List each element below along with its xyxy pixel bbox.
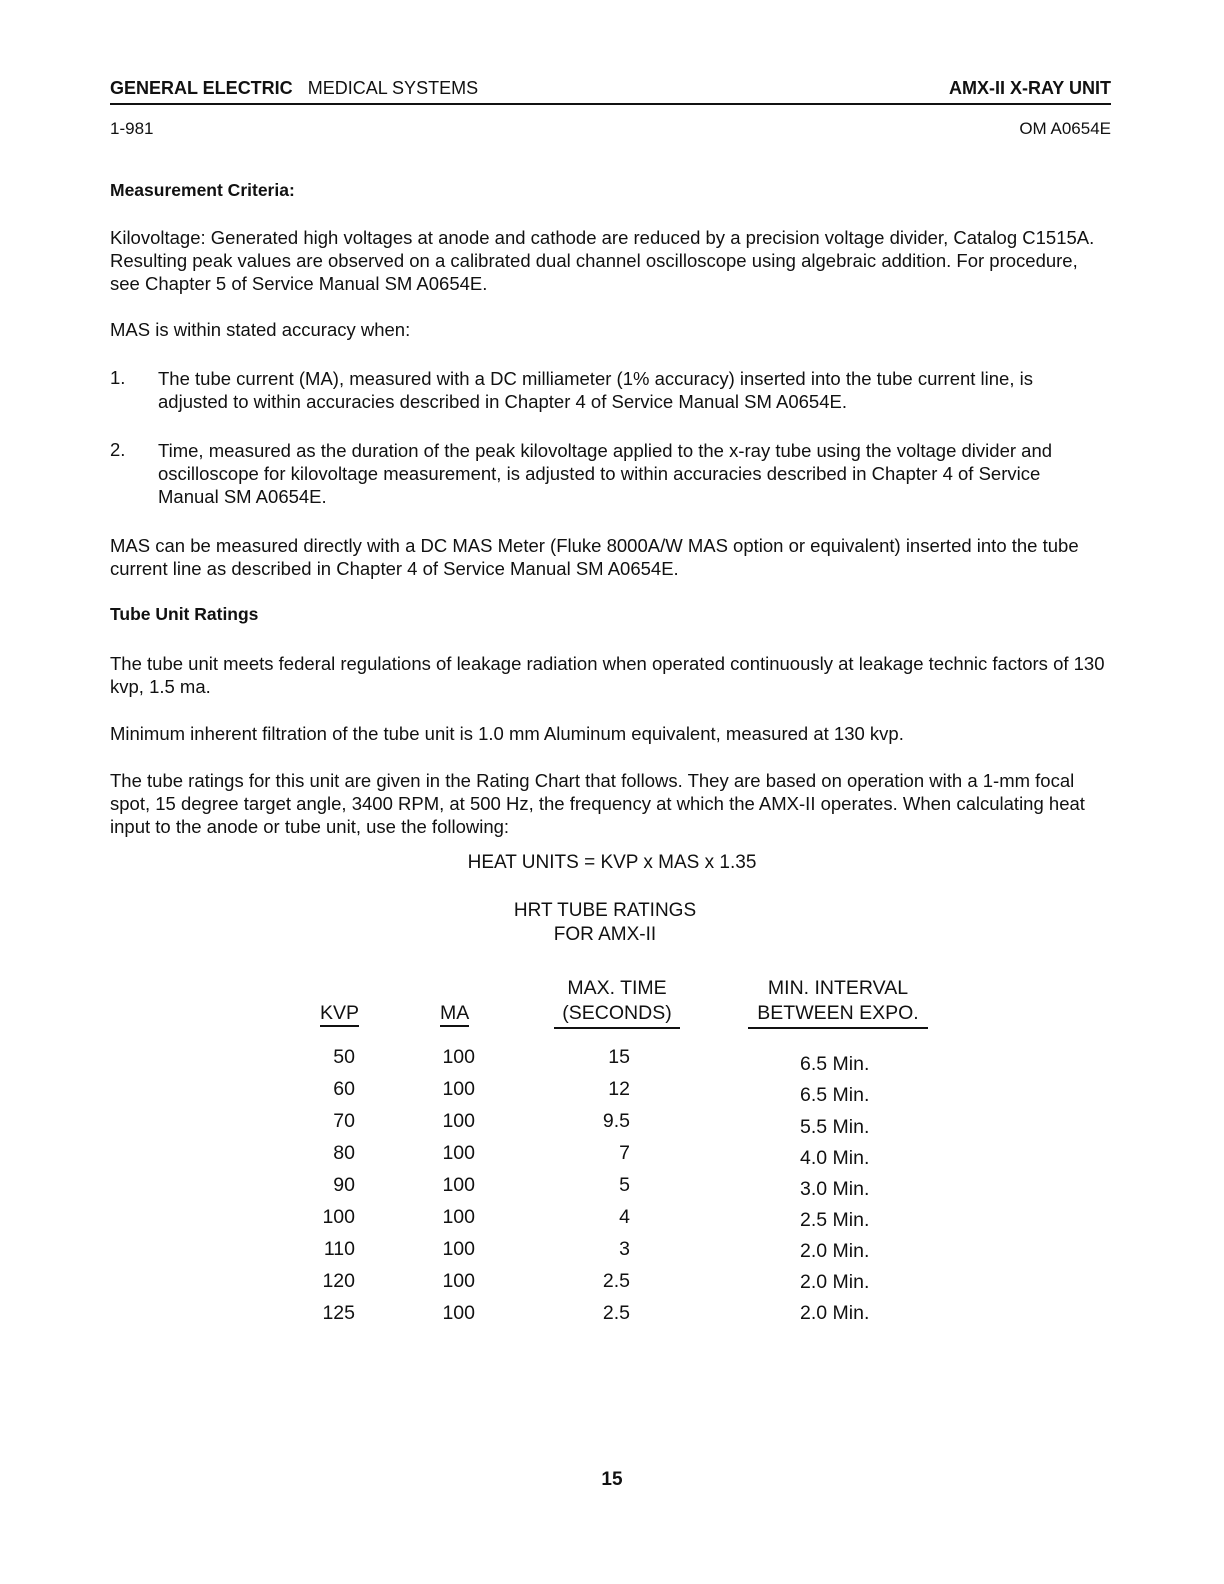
tube-ratings-heading: Tube Unit Ratings	[110, 604, 259, 624]
filtration-paragraph: Minimum inherent filtration of the tube unit is 1.0 mm Aluminum equivalent, measured at 130 kvp.	[110, 723, 904, 744]
column-header-min-interval: MIN. INTERVAL BETWEEN EXPO.	[748, 976, 928, 1029]
list-item-number: 1.	[110, 367, 126, 388]
cell-ma: 100	[442, 1142, 475, 1164]
cell-interval: 5.5 Min.	[800, 1116, 870, 1138]
cell-kvp: 120	[322, 1270, 355, 1292]
cell-time: 5	[619, 1174, 630, 1196]
cell-ma: 100	[442, 1078, 475, 1100]
cell-ma: 100	[442, 1110, 475, 1132]
kilovoltage-paragraph: Kilovoltage: Generated high voltages at anode and cathode are reduced by a precision voltage divider, Catalog C1515A. Resulting peak values are observed on a calibrated dual channel oscilloscope using algebraic addition. For procedure, see Chapter 5 of Service Manual SM A0654E.	[110, 227, 1095, 294]
company-division: MEDICAL SYSTEMS	[307, 78, 479, 98]
list-item-text: The tube current (MA), measured with a DC milliameter (1% accuracy) inserted into the tube current line, is adjusted to within accuracies described in Chapter 4 of Service Manual SM A0654E.	[158, 368, 1033, 412]
cell-interval: 2.0 Min.	[800, 1240, 870, 1262]
cell-ma: 100	[442, 1302, 475, 1324]
heat-units-formula: HEAT UNITS = KVP x MAS x 1.35	[467, 852, 757, 873]
cell-time: 4	[619, 1206, 630, 1228]
cell-ma: 100	[442, 1238, 475, 1260]
cell-ma: 100	[442, 1270, 475, 1292]
cell-time: 9.5	[602, 1110, 630, 1132]
measurement-heading: Measurement Criteria:	[110, 180, 295, 200]
mas-direct-paragraph: MAS can be measured directly with a DC MAS Meter (Fluke 8000A/W MAS option or equivalent) inserted into the tube current line as described in Chapter 4 of Service Manual SM A0654E.	[110, 535, 1079, 579]
cell-kvp: 80	[333, 1142, 355, 1164]
leakage-paragraph: The tube unit meets federal regulations of leakage radiation when operated continuously at leakage technic factors of 130 kvp, 1.5 ma.	[110, 653, 1105, 697]
cell-time: 15	[608, 1046, 630, 1068]
cell-kvp: 125	[322, 1302, 355, 1324]
cell-interval: 2.0 Min.	[800, 1271, 870, 1293]
cell-kvp: 110	[323, 1238, 355, 1260]
cell-interval: 3.0 Min.	[800, 1178, 870, 1200]
cell-time: 2.5	[602, 1270, 630, 1292]
cell-time: 12	[608, 1078, 630, 1100]
list-item-text: Time, measured as the duration of the peak kilovoltage applied to the x-ray tube using the voltage divider and oscilloscope for kilovoltage measurement, is adjusted to within accuracies described in Chapter 4 of Service Manual SM A0654E.	[158, 440, 1053, 507]
cell-ma: 100	[442, 1206, 475, 1228]
cell-kvp: 90	[333, 1174, 355, 1196]
header-product: AMX-II X-RAY UNIT	[948, 78, 1111, 98]
company-name-bold: GENERAL ELECTRIC	[110, 78, 293, 98]
header-date: 1-981	[110, 119, 154, 138]
list-item-number: 2.	[110, 439, 126, 460]
column-header-ma: MA	[440, 1001, 469, 1026]
header-company	[110, 78, 478, 99]
cell-time: 7	[619, 1142, 630, 1164]
cell-kvp: 70	[333, 1110, 355, 1132]
cell-ma: 100	[442, 1174, 475, 1196]
cell-interval: 6.5 Min.	[800, 1084, 870, 1106]
table-title-line1: HRT TUBE RATINGS	[513, 900, 697, 921]
cell-time: 2.5	[602, 1302, 630, 1324]
table-title	[440, 899, 770, 947]
cell-interval: 4.0 Min.	[800, 1147, 870, 1169]
page-number: 15	[601, 1469, 623, 1490]
header-rule	[110, 103, 1111, 105]
ratings-paragraph: The tube ratings for this unit are given in the Rating Chart that follows. They are based on operation with a 1-mm focal spot, 15 degree target angle, 3400 RPM, at 500 Hz, the frequency at which the AMX-II operates. When calculating heat input to the anode or tube unit, use the following:	[110, 770, 1085, 837]
cell-interval: 2.0 Min.	[800, 1302, 870, 1324]
cell-kvp: 100	[322, 1206, 355, 1228]
header-doc-number: OM A0654E	[1019, 119, 1111, 138]
cell-kvp: 50	[333, 1046, 355, 1068]
cell-time: 3	[619, 1238, 630, 1260]
cell-interval: 2.5 Min.	[800, 1209, 870, 1231]
cell-interval: 6.5 Min.	[800, 1053, 870, 1075]
cell-kvp: 60	[333, 1078, 355, 1100]
column-header-kvp: KVP	[320, 1001, 359, 1026]
cell-ma: 100	[442, 1046, 475, 1068]
column-header-max-time: MAX. TIME (SECONDS)	[554, 976, 680, 1029]
mas-intro: MAS is within stated accuracy when:	[110, 319, 411, 340]
table-title-line2: FOR AMX-II	[553, 924, 657, 945]
